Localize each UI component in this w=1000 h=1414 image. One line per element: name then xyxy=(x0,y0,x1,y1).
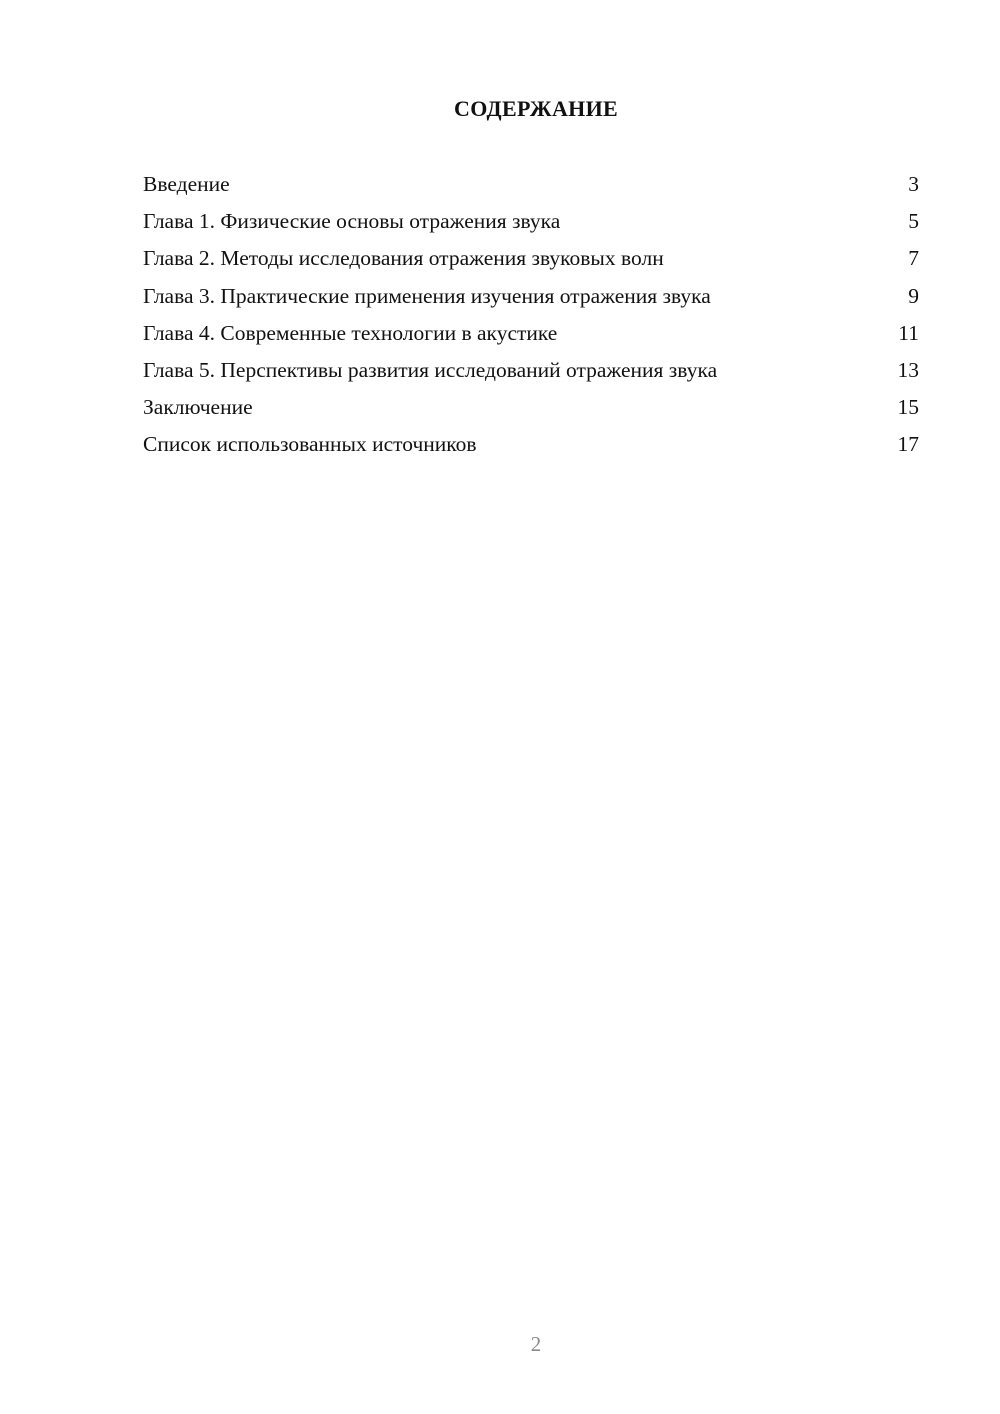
toc-entry-label: Заключение xyxy=(143,395,253,420)
toc-entry-page: 9 xyxy=(908,283,919,308)
table-of-contents xyxy=(143,166,919,464)
toc-entry-conclusion xyxy=(143,389,919,426)
page-number: 2 xyxy=(530,1332,542,1356)
toc-entry-label: Глава 3. Практические применения изучения отражения звука xyxy=(143,283,711,308)
toc-title: СОДЕРЖАНИЕ xyxy=(454,96,618,121)
toc-entry-chapter-4 xyxy=(143,315,919,352)
toc-entry-page: 13 xyxy=(897,357,919,382)
toc-entry-page: 11 xyxy=(898,320,919,345)
toc-entry-chapter-5 xyxy=(143,352,919,389)
toc-entry-chapter-1 xyxy=(143,203,919,240)
toc-entry-references xyxy=(143,426,919,463)
toc-entry-label: Список использованных источников xyxy=(143,432,477,457)
toc-entry-label: Глава 2. Методы исследования отражения звуковых волн xyxy=(143,246,664,271)
toc-entry-label: Введение xyxy=(143,172,230,196)
toc-entry-label: Глава 5. Перспективы развития исследований отражения звука xyxy=(143,357,718,382)
toc-entry-chapter-2 xyxy=(143,240,919,277)
toc-entry-page: 5 xyxy=(908,209,919,234)
toc-entry-chapter-3 xyxy=(143,278,919,315)
toc-entry-page: 15 xyxy=(897,395,919,420)
toc-entry-label: Глава 1. Физические основы отражения звука xyxy=(143,209,561,234)
toc-entry-page: 17 xyxy=(897,432,919,457)
toc-entry-page: 3 xyxy=(908,172,919,196)
toc-entry-label: Глава 4. Современные технологии в акустике xyxy=(143,320,558,345)
toc-entry-introduction xyxy=(143,166,919,203)
toc-entry-page: 7 xyxy=(908,246,919,271)
